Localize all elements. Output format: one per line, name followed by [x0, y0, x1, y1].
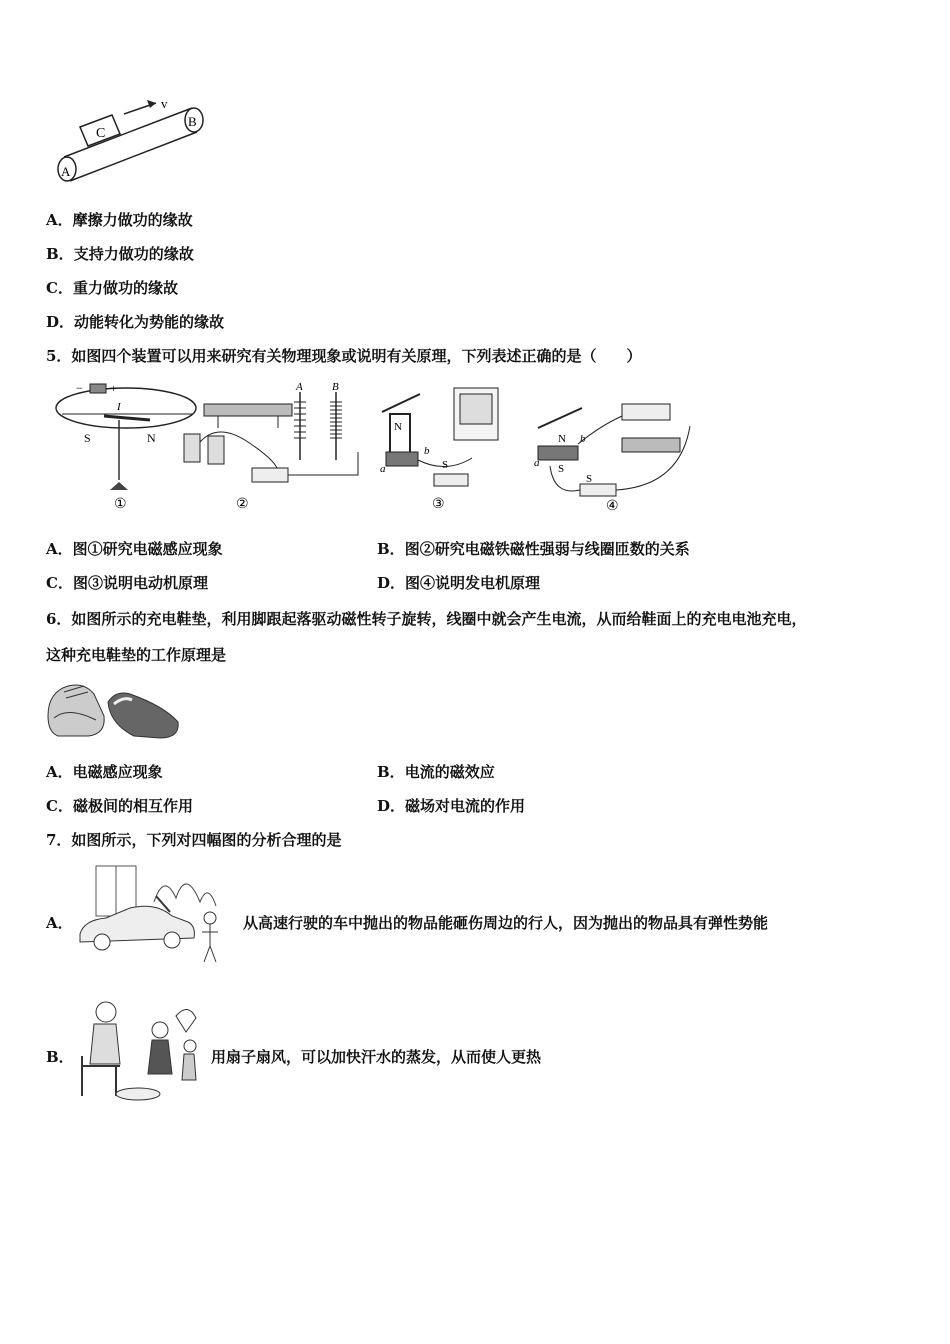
figure-label-2: ②	[236, 497, 249, 512]
figure-label-3: ③	[432, 497, 445, 512]
q5-option-b: B．图②研究电磁铁磁性强弱与线圈匝数的关系	[377, 540, 690, 558]
q7-item-b-key: B．	[46, 1048, 74, 1066]
figure-label-4: ④	[606, 499, 619, 514]
label-b: B	[188, 114, 197, 129]
q5-option-a: A．图①研究电磁感应现象	[46, 540, 223, 558]
label-c: C	[96, 126, 106, 141]
q5-stem: 5．如图四个装置可以用来研究有关物理现象或说明有关原理，下列表述正确的是（ ）	[46, 347, 642, 365]
q5-figure-2	[178, 382, 378, 517]
q6-option-d: D．磁场对电流的作用	[377, 797, 526, 815]
svg-text:I: I	[117, 401, 121, 413]
q7-item-a-text: 从高速行驶的车中抛出的物品能砸伤周边的行人，因为抛出的物品具有弹性势能	[243, 914, 769, 932]
q7-stem: 7．如图所示，下列对四幅图的分析合理的是	[46, 831, 342, 849]
q5-option-c: C．图③说明电动机原理	[46, 574, 208, 592]
svg-text:B: B	[332, 382, 339, 393]
figure-label-1: ①	[114, 497, 127, 512]
q5-figure-4	[530, 386, 700, 516]
q6-stem-line2: 这种充电鞋垫的工作原理是	[46, 646, 227, 664]
fanning-figure	[76, 996, 206, 1104]
svg-text:A: A	[296, 382, 303, 393]
q4-option-d: D．动能转化为势能的缘故	[46, 313, 225, 331]
svg-text:N: N	[147, 431, 156, 445]
svg-text:S: S	[442, 459, 449, 471]
svg-text:b: b	[424, 445, 430, 457]
car-throwing-figure	[76, 862, 241, 972]
q6-option-c: C．磁极间的相互作用	[46, 797, 193, 815]
q6-stem-line1: 6．如图所示的充电鞋垫，利用脚跟起落驱动磁性转子旋转，线圈中就会产生电流，从而给鞋面上的充电电池充电，	[46, 610, 807, 628]
conveyor-belt-figure	[44, 96, 214, 186]
q4-option-a: A．摩擦力做功的缘故	[46, 211, 193, 229]
svg-text:a: a	[380, 463, 386, 475]
q7-item-b-text: 用扇子扇风，可以加快汗水的蒸发，从而使人更热	[211, 1048, 542, 1066]
charging-insole-figure	[44, 676, 184, 744]
svg-text:b: b	[580, 433, 586, 445]
q7-item-a-key: A．	[46, 914, 73, 932]
svg-text:a: a	[534, 457, 540, 469]
svg-text:S: S	[84, 431, 91, 445]
q5-option-d: D．图④说明发电机原理	[377, 574, 541, 592]
q6-option-a: A．电磁感应现象	[46, 763, 163, 781]
svg-text:N: N	[394, 421, 402, 433]
label-a: A	[61, 164, 71, 179]
q4-option-c: C．重力做功的缘故	[46, 279, 178, 297]
svg-text:−: −	[76, 381, 83, 395]
q4-option-b: B．支持力做功的缘故	[46, 245, 194, 263]
q5-figure-3	[376, 382, 516, 517]
svg-text:S: S	[558, 463, 565, 475]
q6-option-b: B．电流的磁效应	[377, 763, 495, 781]
svg-text:N: N	[558, 433, 566, 445]
svg-text:S: S	[586, 473, 593, 485]
svg-text:+: +	[110, 381, 117, 395]
label-v: v	[161, 96, 168, 111]
